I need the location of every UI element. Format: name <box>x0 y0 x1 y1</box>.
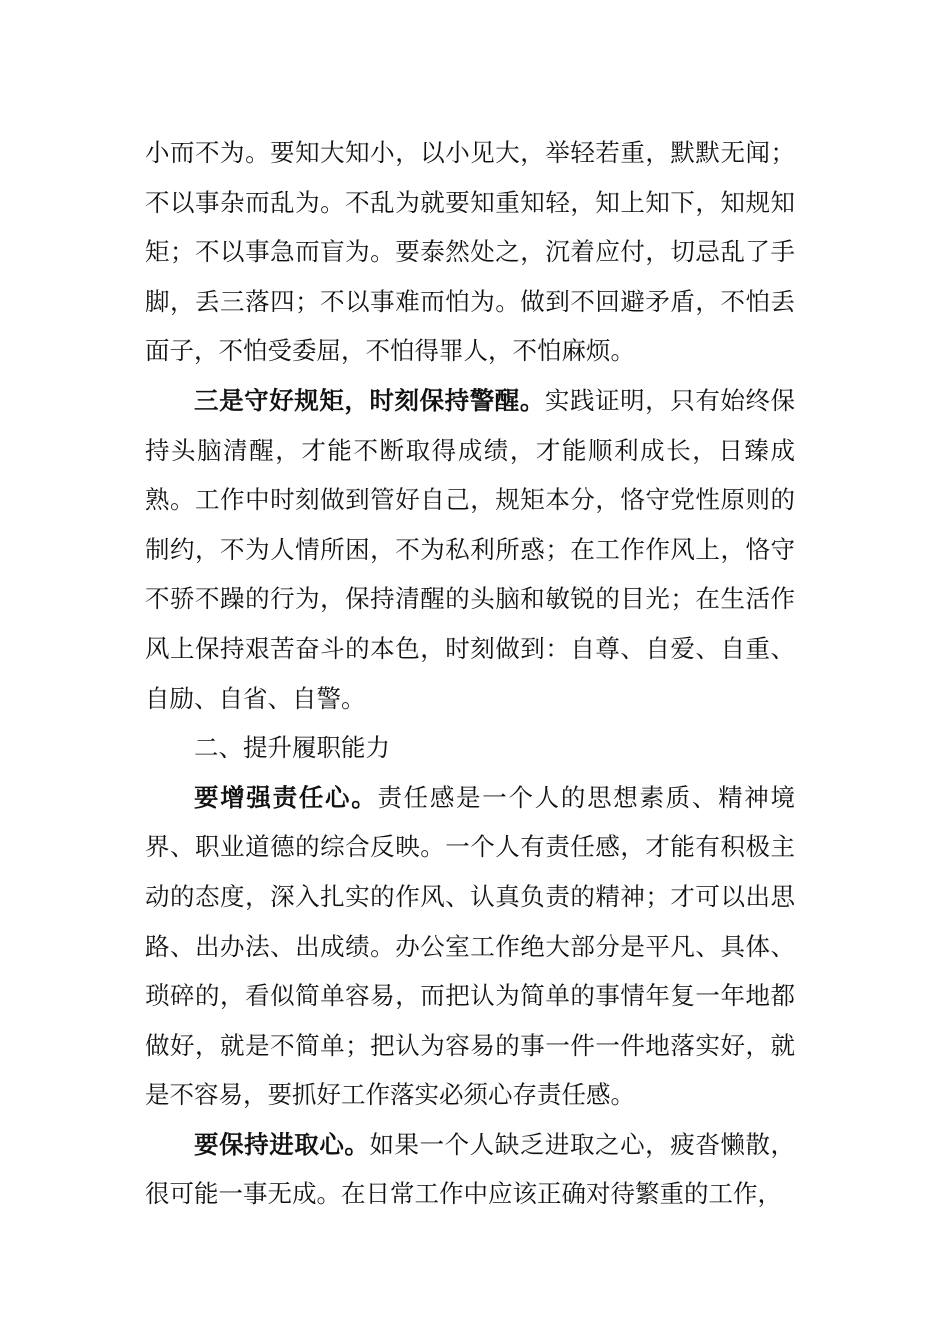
document-body <box>145 128 795 1219</box>
paragraph-continuation <box>145 128 795 376</box>
paragraph-responsibility <box>145 773 795 1120</box>
paragraph-lead: 要保持进取心。 <box>194 1129 370 1159</box>
section-heading <box>145 723 795 773</box>
paragraph-text: 小而不为。要知大知小，以小见大，举轻若重，默默无闻；不以事杂而乱为。不乱为就要知重知轻，知上知下，知规知矩；不以事急而盲为。要泰然处之，沉着应付，切忌乱了手脚，丢三落四；不以事难而怕为。做到不回避矛盾，不怕丢面子，不怕受委屈，不怕得罪人，不怕麻烦。 <box>145 138 795 366</box>
section-heading-text: 二、提升履职能力 <box>194 733 390 763</box>
paragraph-text: 责任感是一个人的思想素质、精神境界、职业道德的综合反映。一个人有责任感，才能有积极主动的态度，深入扎实的作风、认真负责的精神；才可以出思路、出办法、出成绩。办公室工作绝大部分是平凡、具体、琐碎的，看似简单容易，而把认为简单的事情年复一年地都做好，就是不简单；把认为容易的事一件一件地落实好，就是不容易，要抓好工作落实必须心存责任感。 <box>145 782 796 1110</box>
paragraph-text: 实践证明，只有始终保持头脑清醒，才能不断取得成绩，才能顺利成长，日臻成熟。工作中时刻做到管好自己，规矩本分，恪守党性原则的制约，不为人情所困，不为私利所惑；在工作作风上，恪守不骄不躁的行为，保持清醒的头脑和敏锐的目光；在生活作风上保持艰苦奋斗的本色，时刻做到：自尊、自爱、自重、自励、自省、自警。 <box>145 385 796 713</box>
paragraph-ambition <box>145 1120 795 1219</box>
paragraph-text: 如果一个人缺乏进取之心，疲沓懒散，很可能一事无成。在日常工作中应该正确对待繁重的工作， <box>145 1129 796 1209</box>
paragraph-keep-rules <box>145 376 795 723</box>
paragraph-lead: 要增强责任心。 <box>194 782 378 812</box>
paragraph-lead: 三是守好规矩，时刻保持警醒。 <box>194 385 545 415</box>
